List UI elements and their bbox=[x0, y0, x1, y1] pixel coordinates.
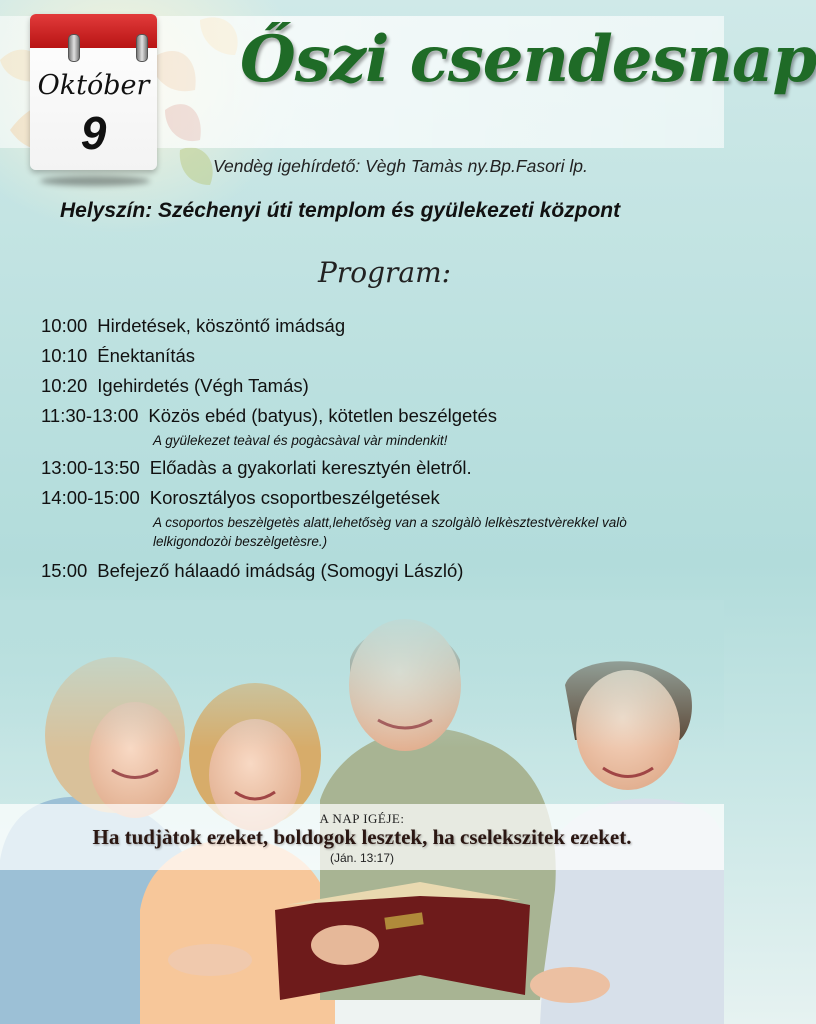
schedule-time: 11:30-13:00 bbox=[41, 405, 139, 426]
poster-title: Őszi csendesnap bbox=[240, 22, 816, 97]
schedule-item bbox=[41, 404, 701, 450]
schedule-time: 10:00 bbox=[41, 315, 88, 336]
calendar-month: Október bbox=[37, 70, 150, 101]
schedule-item bbox=[41, 374, 701, 398]
schedule-time: 10:10 bbox=[41, 345, 88, 366]
schedule-note: A gyülekezet teàval és pogàcsàval vàr mindenkit! bbox=[153, 433, 448, 448]
schedule-desc: Hirdetések, köszöntő imádság bbox=[97, 315, 346, 336]
schedule-time: 13:00-13:50 bbox=[41, 457, 140, 478]
schedule-item bbox=[41, 314, 701, 338]
guest-preacher-line: Vendèg igehírdető: Vègh Tamàs ny.Bp.Fasori lp. bbox=[213, 156, 588, 176]
schedule-desc: Befejező hálaadó imádság (Somogyi László) bbox=[97, 560, 464, 581]
verse-text: Ha tudjàtok ezeket, boldogok lesztek, ha cselekszitek ezeket. bbox=[92, 825, 632, 849]
schedule-desc: Korosztályos csoportbeszélgetések bbox=[149, 487, 440, 508]
schedule-item bbox=[41, 486, 701, 551]
calendar-icon bbox=[30, 14, 157, 170]
calendar-shadow bbox=[40, 176, 150, 186]
schedule-desc: Énektanítás bbox=[97, 345, 195, 366]
calendar-ring-icon bbox=[136, 34, 148, 62]
schedule-item bbox=[41, 344, 701, 368]
schedule-desc: Közös ebéd (batyus), kötetlen beszélgetés bbox=[148, 405, 498, 426]
program-heading: Program: bbox=[318, 256, 452, 289]
schedule-time: 10:20 bbox=[41, 375, 88, 396]
calendar-day: 9 bbox=[80, 107, 107, 159]
calendar-ring-icon bbox=[68, 34, 80, 62]
verse-label: A NAP IGÉJE: bbox=[319, 811, 405, 826]
schedule-note: A csoportos beszèlgetès alatt,lehetősèg van a szolgàlò lelkèsztestvèrekkel valò lelkigondozòi beszèlgetèsre.) bbox=[153, 515, 627, 549]
schedule-desc: Előadàs a gyakorlati keresztyén èletről. bbox=[149, 457, 472, 478]
schedule-item bbox=[41, 559, 701, 583]
schedule-time: 14:00-15:00 bbox=[41, 487, 140, 508]
venue-line: Helyszín: Széchenyi úti templom és gyülekezeti központ bbox=[60, 199, 621, 222]
schedule-item bbox=[41, 456, 701, 480]
schedule-desc: Igehirdetés (Végh Tamás) bbox=[97, 375, 309, 396]
verse-reference: (Ján. 13:17) bbox=[329, 851, 395, 865]
program-schedule bbox=[41, 314, 701, 589]
schedule-time: 15:00 bbox=[41, 560, 88, 581]
